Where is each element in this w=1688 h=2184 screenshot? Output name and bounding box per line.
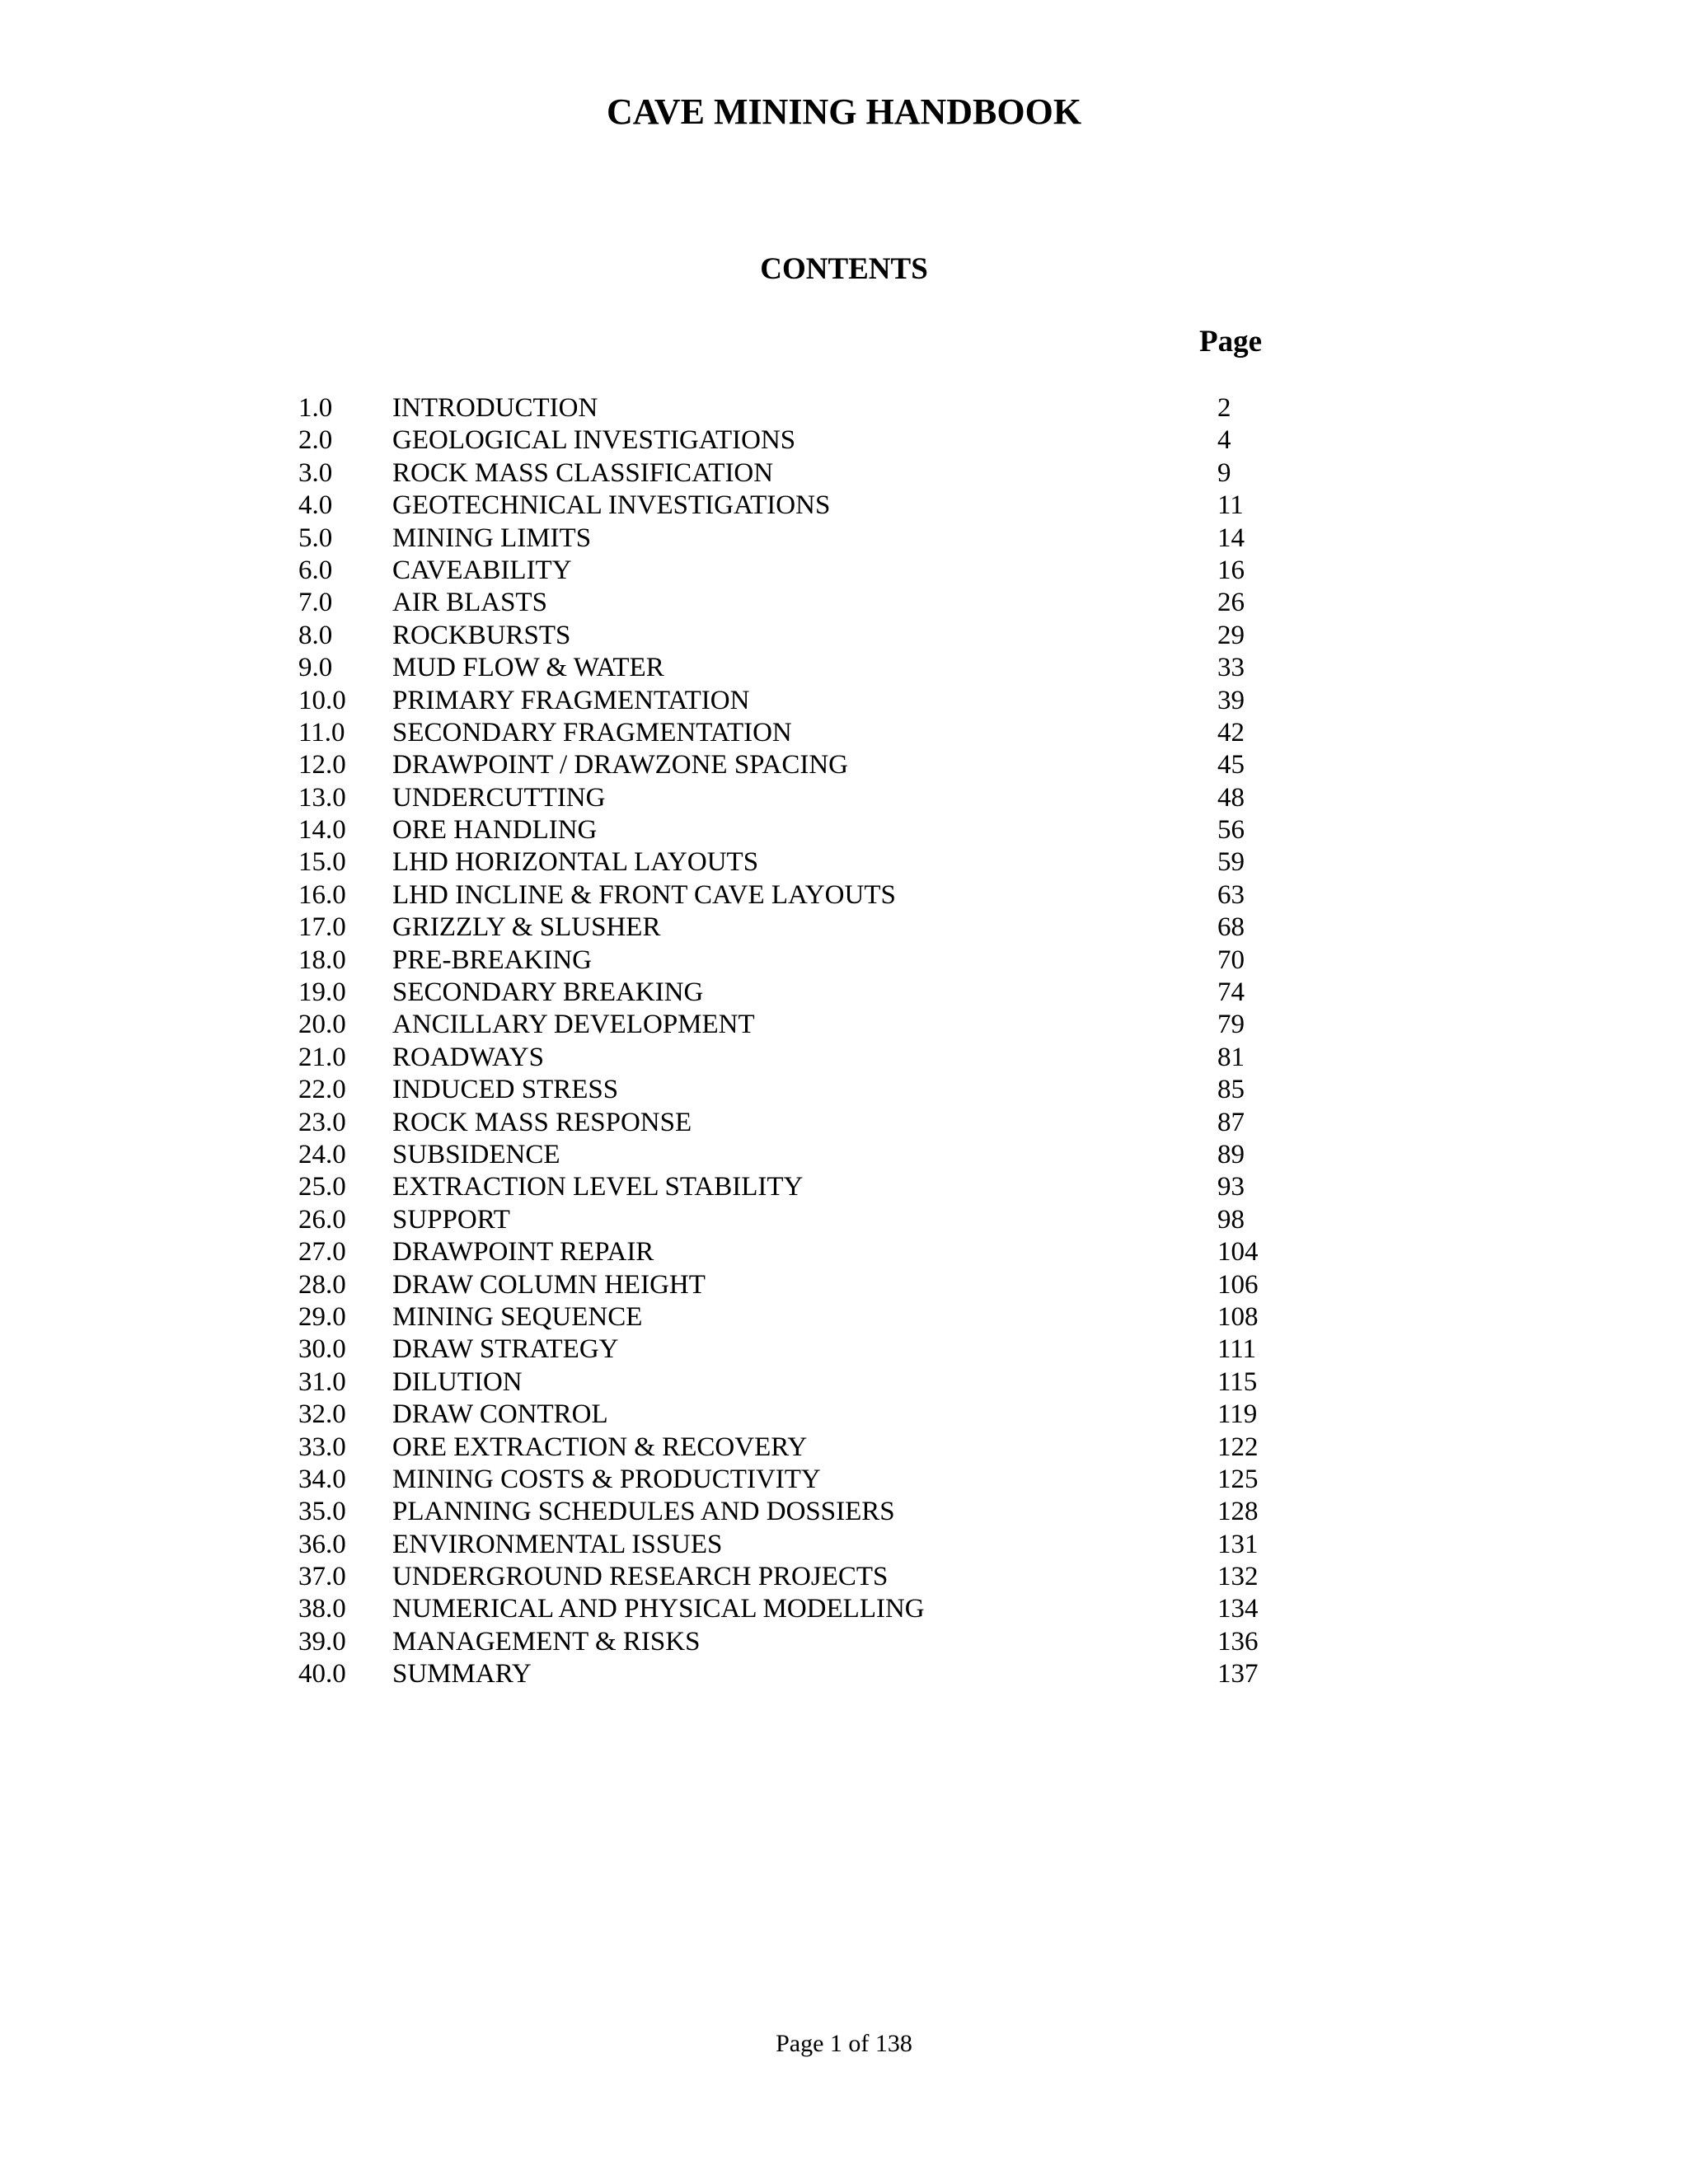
toc-entry-page: 33 <box>1217 653 1245 683</box>
toc-entry-page: 39 <box>1217 685 1245 715</box>
toc-entry-page: 56 <box>1217 815 1245 846</box>
toc-entry-title: SECONDARY BREAKING <box>392 977 704 1008</box>
toc-entry-page: 81 <box>1217 1042 1245 1072</box>
toc-entry[interactable] <box>298 1333 1271 1366</box>
toc-entry[interactable] <box>298 1496 1271 1528</box>
toc-entry-page: 14 <box>1217 523 1245 553</box>
toc-entry-title: MINING COSTS & PRODUCTIVITY <box>392 1464 821 1494</box>
toc-entry-page: 132 <box>1217 1562 1259 1592</box>
toc-entry-title: MANAGEMENT & RISKS <box>392 1626 701 1657</box>
toc-entry-page: 42 <box>1217 717 1245 748</box>
toc-entry-number: 31.0 <box>298 1366 346 1397</box>
toc-entry[interactable] <box>298 1366 1271 1399</box>
toc-entry-title: SUMMARY <box>392 1659 532 1690</box>
toc-entry-number: 37.0 <box>298 1562 346 1592</box>
toc-entry-number: 27.0 <box>298 1237 346 1268</box>
toc-entry-page: 106 <box>1217 1269 1259 1300</box>
toc-entry-page: 104 <box>1217 1237 1259 1268</box>
toc-entry-number: 11.0 <box>298 717 345 748</box>
toc-entry[interactable] <box>298 1042 1271 1074</box>
toc-entry-title: INTRODUCTION <box>392 393 598 423</box>
toc-entry-page: 85 <box>1217 1075 1245 1105</box>
toc-entry-title: ROCK MASS RESPONSE <box>392 1107 692 1137</box>
toc-entry-number: 12.0 <box>298 750 346 780</box>
toc-entry-title: ORE HANDLING <box>392 815 598 846</box>
toc-entry-page: 2 <box>1217 393 1231 423</box>
toc-entry-number: 40.0 <box>298 1659 346 1690</box>
toc-entry[interactable] <box>298 944 1271 977</box>
toc-entry-page: 89 <box>1217 1139 1245 1169</box>
toc-entry-title: DRAW STRATEGY <box>392 1334 619 1365</box>
toc-entry-number: 33.0 <box>298 1432 346 1462</box>
toc-entry[interactable] <box>298 1074 1271 1106</box>
toc-entry-page: 136 <box>1217 1626 1259 1657</box>
toc-entry-title: NUMERICAL AND PHYSICAL MODELLING <box>392 1594 925 1624</box>
toc-entry[interactable] <box>298 685 1271 717</box>
toc-entry-number: 21.0 <box>298 1042 346 1072</box>
toc-entry-page: 87 <box>1217 1107 1245 1137</box>
toc-entry-number: 13.0 <box>298 782 346 813</box>
toc-entry[interactable] <box>298 912 1271 944</box>
toc-entry-page: 125 <box>1217 1464 1259 1494</box>
toc-entry-number: 25.0 <box>298 1172 346 1202</box>
toc-entry-title: DRAW COLUMN HEIGHT <box>392 1269 706 1300</box>
toc-entry-number: 35.0 <box>298 1497 346 1527</box>
toc-entry-title: ROCK MASS CLASSIFICATION <box>392 457 774 488</box>
toc-entry[interactable] <box>298 749 1271 781</box>
toc-entry-page: 108 <box>1217 1301 1259 1332</box>
toc-entry-number: 23.0 <box>298 1107 346 1137</box>
toc-entry-number: 36.0 <box>298 1529 346 1559</box>
toc-entry-number: 28.0 <box>298 1269 346 1300</box>
toc-entry-title: LHD INCLINE & FRONT CAVE LAYOUTS <box>392 879 896 910</box>
toc-entry-number: 8.0 <box>298 620 333 650</box>
toc-entry-number: 20.0 <box>298 1010 346 1040</box>
toc-entry-title: ANCILLARY DEVELOPMENT <box>392 1010 755 1040</box>
toc-entry-title: GRIZZLY & SLUSHER <box>392 912 661 943</box>
toc-entry-number: 22.0 <box>298 1075 346 1105</box>
toc-entry-page: 63 <box>1217 879 1245 910</box>
toc-entry-page: 26 <box>1217 588 1245 618</box>
toc-entry-number: 5.0 <box>298 523 333 553</box>
toc-entry-number: 14.0 <box>298 815 346 846</box>
toc-entry-title: DILUTION <box>392 1366 523 1397</box>
toc-entry-title: LHD HORIZONTAL LAYOUTS <box>392 847 759 878</box>
toc-entry-title: PLANNING SCHEDULES AND DOSSIERS <box>392 1497 895 1527</box>
toc-entry-page: 98 <box>1217 1204 1245 1235</box>
toc-entry-title: ROADWAYS <box>392 1042 544 1072</box>
toc-entry[interactable] <box>298 620 1271 652</box>
toc-entry[interactable] <box>298 392 1271 424</box>
toc-entry-number: 19.0 <box>298 977 346 1008</box>
toc-entry[interactable] <box>298 1626 1271 1658</box>
toc-entry[interactable] <box>298 555 1271 587</box>
toc-entry[interactable] <box>298 1107 1271 1139</box>
toc-entry-title: GEOLOGICAL INVESTIGATIONS <box>392 425 796 456</box>
toc-entry-title: SECONDARY FRAGMENTATION <box>392 717 792 748</box>
toc-entry-number: 29.0 <box>298 1301 346 1332</box>
toc-entry[interactable] <box>298 652 1271 684</box>
toc-entry-title: SUBSIDENCE <box>392 1139 560 1169</box>
toc-entry[interactable] <box>298 1399 1271 1431</box>
toc-entry-number: 32.0 <box>298 1399 346 1430</box>
toc-entry[interactable] <box>298 1301 1271 1333</box>
toc-entry-page: 59 <box>1217 847 1245 878</box>
toc-entry[interactable] <box>298 1529 1271 1561</box>
toc-entry[interactable] <box>298 1009 1271 1041</box>
toc-entry-title: MINING SEQUENCE <box>392 1301 643 1332</box>
toc-entry-number: 18.0 <box>298 944 346 975</box>
toc-entry-title: DRAWPOINT REPAIR <box>392 1237 654 1268</box>
toc-entry-title: ROCKBURSTS <box>392 620 571 650</box>
toc-entry-number: 4.0 <box>298 490 333 521</box>
toc-entry-number: 9.0 <box>298 653 333 683</box>
toc-entry-number: 6.0 <box>298 555 333 585</box>
page-footer: Page 1 of 138 <box>776 2030 912 2057</box>
toc-entry[interactable] <box>298 1464 1271 1496</box>
toc-entry-number: 17.0 <box>298 912 346 943</box>
document-title: CAVE MINING HANDBOOK <box>606 91 1082 132</box>
toc-entry-title: PRE-BREAKING <box>392 944 593 975</box>
toc-entry-page: 122 <box>1217 1432 1259 1462</box>
toc-entry[interactable] <box>298 587 1271 619</box>
contents-heading: CONTENTS <box>760 252 928 286</box>
toc-entry-page: 68 <box>1217 912 1245 943</box>
toc-entry-number: 30.0 <box>298 1334 346 1365</box>
toc-entry-page: 93 <box>1217 1172 1245 1202</box>
page-column-heading: Page <box>1198 325 1262 359</box>
toc-entry[interactable] <box>298 1658 1271 1690</box>
toc-entry-page: 4 <box>1217 425 1231 456</box>
toc-entry-title: EXTRACTION LEVEL STABILITY <box>392 1172 804 1202</box>
toc-entry-title: MUD FLOW & WATER <box>392 653 664 683</box>
toc-entry[interactable] <box>298 523 1271 555</box>
toc-entry-page: 11 <box>1217 490 1244 521</box>
toc-entry[interactable] <box>298 1204 1271 1236</box>
toc-entry-title: CAVEABILITY <box>392 555 572 585</box>
toc-entry-number: 15.0 <box>298 847 346 878</box>
toc-entry-page: 48 <box>1217 782 1245 813</box>
toc-entry[interactable] <box>298 879 1271 912</box>
toc-entry-page: 16 <box>1217 555 1245 585</box>
toc-entry-title: MINING LIMITS <box>392 523 592 553</box>
toc-entry[interactable] <box>298 1236 1271 1268</box>
toc-entry[interactable] <box>298 1269 1271 1301</box>
toc-entry-title: UNDERCUTTING <box>392 782 606 813</box>
toc-entry[interactable] <box>298 1561 1271 1593</box>
toc-entry[interactable] <box>298 782 1271 814</box>
table-of-contents <box>298 392 1271 1691</box>
toc-entry-title: DRAWPOINT / DRAWZONE SPACING <box>392 750 848 780</box>
toc-entry[interactable] <box>298 1171 1271 1203</box>
toc-entry-page: 74 <box>1217 977 1245 1008</box>
toc-entry-number: 7.0 <box>298 588 333 618</box>
toc-entry-number: 38.0 <box>298 1594 346 1624</box>
toc-entry-number: 10.0 <box>298 685 346 715</box>
toc-entry-title: AIR BLASTS <box>392 588 547 618</box>
toc-entry-title: SUPPORT <box>392 1204 510 1235</box>
toc-entry-number: 34.0 <box>298 1464 346 1494</box>
toc-entry[interactable] <box>298 1139 1271 1171</box>
toc-entry[interactable] <box>298 1593 1271 1625</box>
toc-entry-title: UNDERGROUND RESEARCH PROJECTS <box>392 1562 889 1592</box>
toc-entry-page: 9 <box>1217 457 1231 488</box>
toc-entry[interactable] <box>298 490 1271 522</box>
toc-entry[interactable] <box>298 814 1271 846</box>
toc-entry-title: DRAW CONTROL <box>392 1399 608 1430</box>
toc-entry-number: 3.0 <box>298 457 333 488</box>
toc-entry[interactable] <box>298 977 1271 1009</box>
toc-entry[interactable] <box>298 1432 1271 1464</box>
toc-entry[interactable] <box>298 846 1271 879</box>
toc-entry-number: 16.0 <box>298 879 346 910</box>
toc-entry-page: 70 <box>1217 944 1245 975</box>
toc-entry[interactable] <box>298 424 1271 457</box>
toc-entry-page: 131 <box>1217 1529 1259 1559</box>
toc-entry-page: 79 <box>1217 1010 1245 1040</box>
toc-entry-page: 119 <box>1217 1399 1258 1430</box>
toc-entry[interactable] <box>298 457 1271 490</box>
toc-entry-page: 137 <box>1217 1659 1259 1690</box>
toc-entry-number: 24.0 <box>298 1139 346 1169</box>
toc-entry-number: 39.0 <box>298 1626 346 1657</box>
toc-entry-page: 45 <box>1217 750 1245 780</box>
toc-entry-page: 111 <box>1217 1334 1257 1365</box>
toc-entry-number: 2.0 <box>298 425 333 456</box>
toc-entry-number: 26.0 <box>298 1204 346 1235</box>
toc-entry[interactable] <box>298 717 1271 749</box>
toc-entry-title: PRIMARY FRAGMENTATION <box>392 685 750 715</box>
toc-entry-page: 134 <box>1217 1594 1259 1624</box>
toc-entry-page: 128 <box>1217 1497 1259 1527</box>
toc-entry-title: ENVIRONMENTAL ISSUES <box>392 1529 723 1559</box>
toc-entry-page: 29 <box>1217 620 1245 650</box>
toc-entry-title: INDUCED STRESS <box>392 1075 619 1105</box>
toc-entry-page: 115 <box>1217 1366 1258 1397</box>
toc-entry-title: GEOTECHNICAL INVESTIGATIONS <box>392 490 831 521</box>
toc-entry-number: 1.0 <box>298 393 333 423</box>
toc-entry-title: ORE EXTRACTION & RECOVERY <box>392 1432 808 1462</box>
